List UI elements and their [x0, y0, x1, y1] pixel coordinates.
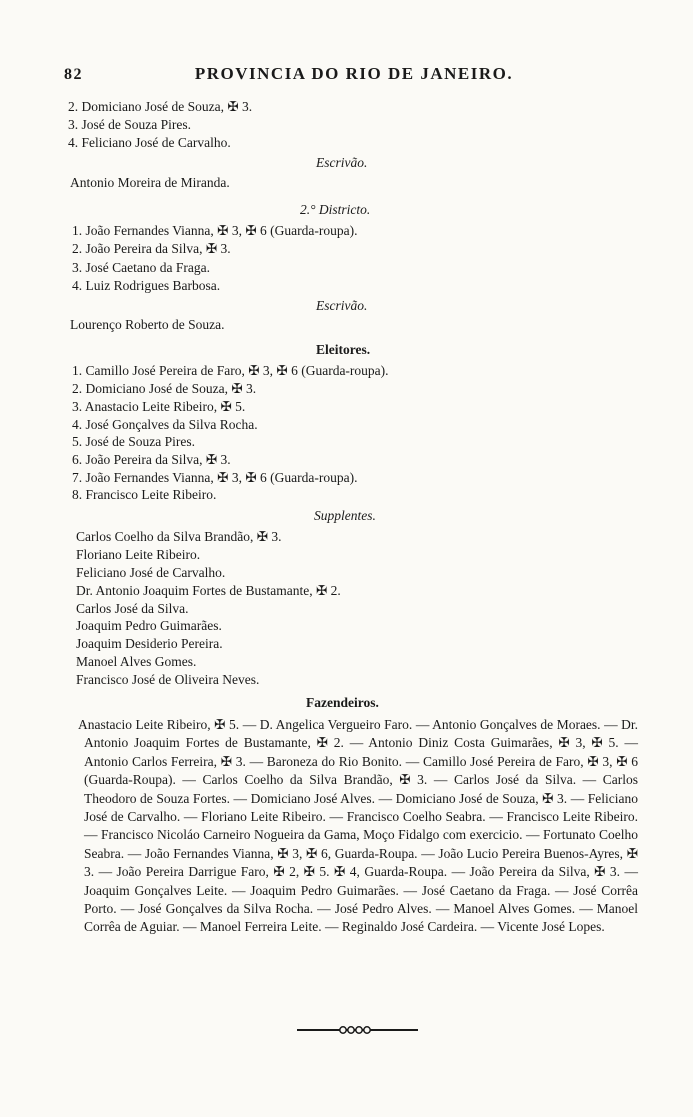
list-item: 7. João Fernandes Vianna, ✠ 3, ✠ 6 (Guarda-roupa). [72, 470, 358, 485]
list-item: Manoel Alves Gomes. [76, 654, 197, 669]
escrivao-label: Escrivão. [316, 298, 368, 313]
escrivao-name: Antonio Moreira de Miranda. [70, 175, 230, 190]
list-item: 2. Domiciano José de Souza, ✠ 3. [72, 381, 257, 396]
list-item: 5. José de Souza Pires. [72, 434, 195, 449]
paragraph-text: Anastacio Leite Ribeiro, ✠ 5. — D. Angelica Vergueiro Faro. — Antonio Gonçalves de Moraes. — Dr. Antonio Joaquim Fortes de Bustamante, ✠ 2. — Antonio Diniz Costa Guimarães, ✠ 3, ✠ 5. — Antonio Carlos Ferreira, ✠ 3. — Baroneza do Rio Bonito. — Camillo José Pereira de Faro, ✠ 3, ✠ 6 (Guarda-Roupa). — Carlos Coelho da Silva Brandão, ✠ 3. — Carlos José da Silva. — Carlos Theodoro de Souza Fortes. — Domiciano José Alves. — Domiciano José de Souza, ✠ 3. — Feliciano José de Carvalho. — Floriano Leite Ribeiro. — Francisco Coelho Seabra. — Francisco Leite Ribeiro. — Francisco Nicoláo Carneiro Nogueira da Gama, Moço Fidalgo com exercicio. — Fortunato Coelho Seabra. — João Fernandes Vianna, ✠ 3, ✠ 6, Guarda-Roupa. — João Lucio Pereira Buenos-Ayres, ✠ 3. — João Pereira Darrigue Faro, ✠ 2, ✠ 5. ✠ 4, Guarda-Roupa. — João Pereira da Silva, ✠ 3. — Joaquim Gonçalves Leite. — Joaquim Pedro Guimarães. — José Caetano da Fraga. — José Corrêa Porto. — José Gonçalves da Silva Rocha. — José Pedro Alves. — Manoel Alves Gomes. — Manoel Corrêa de Aguiar. — Manoel Ferreira Leite. — Reginaldo José Cardeira. — Vicente José Lopes. [78, 717, 638, 935]
list-item: Joaquim Desiderio Pereira. [76, 636, 223, 651]
list-item: 1. João Fernandes Vianna, ✠ 3, ✠ 6 (Guarda-roupa). [72, 223, 358, 238]
list-item: 4. Luiz Rodrigues Barbosa. [72, 278, 221, 293]
list-item: 2. Domiciano José de Souza, ✠ 3. [68, 99, 253, 114]
district-heading: 2.° Districto. [300, 202, 371, 217]
page-number: 82 [64, 66, 83, 83]
fazendeiros-paragraph [78, 716, 638, 937]
page-title: PROVINCIA DO RIO DE JANEIRO. [194, 64, 514, 83]
list-item: Feliciano José de Carvalho. [76, 565, 226, 580]
list-item: Dr. Antonio Joaquim Fortes de Bustamante, ✠ 2. [76, 583, 341, 598]
list-item: Francisco José de Oliveira Neves. [76, 672, 260, 687]
list-item: 3. José de Souza Pires. [68, 117, 191, 132]
list-item: 1. Camillo José Pereira de Faro, ✠ 3, ✠ 6 (Guarda-roupa). [72, 363, 389, 378]
section-heading-fazendeiros: Fazendeiros. [306, 695, 379, 710]
list-item: Carlos José da Silva. [76, 601, 189, 616]
escrivao-label: Escrivão. [316, 155, 368, 170]
list-item: 4. José Gonçalves da Silva Rocha. [72, 417, 258, 432]
list-item: 6. João Pereira da Silva, ✠ 3. [72, 452, 231, 467]
list-item: 8. Francisco Leite Ribeiro. [72, 487, 217, 502]
list-item: 3. José Caetano da Fraga. [72, 260, 210, 275]
escrivao-name: Lourenço Roberto de Souza. [70, 317, 225, 332]
list-item: 4. Feliciano José de Carvalho. [68, 135, 231, 150]
list-item: Floriano Leite Ribeiro. [76, 547, 201, 562]
list-item: Carlos Coelho da Silva Brandão, ✠ 3. [76, 529, 282, 544]
list-item: Joaquim Pedro Guimarães. [76, 618, 222, 633]
section-heading-supplentes: Supplentes. [314, 508, 376, 523]
section-heading-eleitores: Eleitores. [316, 342, 371, 357]
ornament-divider [295, 1024, 420, 1036]
page-header [64, 64, 624, 84]
list-item: 3. Anastacio Leite Ribeiro, ✠ 5. [72, 399, 246, 414]
list-item: 2. João Pereira da Silva, ✠ 3. [72, 241, 231, 256]
